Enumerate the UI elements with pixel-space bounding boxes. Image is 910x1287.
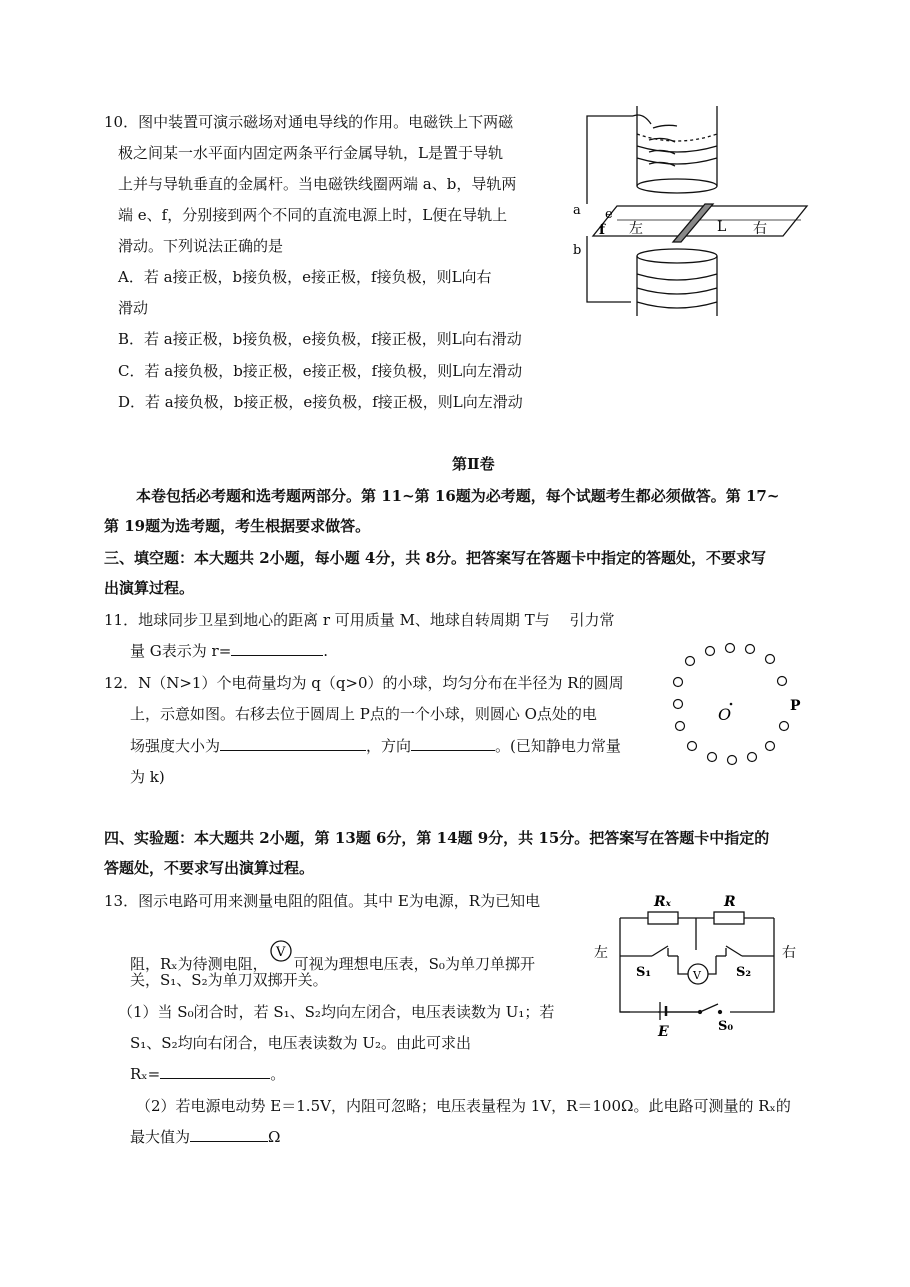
section2-intro-line-1: 本卷包括必考题和选考题两部分。第 11~第 16题为必考题，每个试题考生都必须做答。第 17~	[136, 487, 780, 505]
q12-magnitude-blank[interactable]	[220, 736, 366, 751]
q10-option-d: D．若 a接负极，b接正极，e接负极，f接正极，则L向左滑动	[118, 393, 523, 411]
q12-direction-blank[interactable]	[411, 736, 495, 751]
q13-part1-line-3	[130, 1064, 285, 1084]
q13-line-2a: 阻，Rₓ为待测电阻，	[130, 955, 268, 973]
q13-part2-label: 最大值为	[130, 1128, 191, 1146]
q10-option-c: C．若 a接负极，b接正极，e接正极，f接负极，则L向左滑动	[118, 362, 523, 380]
svg-text:V: V	[275, 945, 286, 960]
fig10-label-f: f	[599, 222, 606, 238]
circuit-label-r: R	[724, 894, 736, 910]
q11-line-2-text: 量 G表示为 r=	[130, 642, 232, 660]
q10-option-b: B．若 a接正极，b接负极，e接负极，f接正极，则L向右滑动	[118, 330, 522, 348]
q10-option-a-cont: 滑动	[118, 299, 149, 317]
charge	[728, 756, 737, 765]
circuit-label-s2: S₂	[736, 965, 752, 980]
q11-line-2	[130, 641, 328, 661]
q13-part2-line-1: （2）若电源电动势 E＝1.5V，内阻可忽略；电压表量程为 1V，R＝100Ω。此电路可测量的 Rₓ的	[136, 1097, 791, 1115]
q13-rx-label: Rₓ=	[130, 1065, 161, 1083]
measurement-circuit-figure	[590, 890, 810, 1040]
q10-stem-line-3: 上并与导轨垂直的金属杆。当电磁铁线圈两端 a、b，导轨两	[118, 175, 517, 193]
q10-stem-line-4: 端 e、f，分别接到两个不同的直流电源上时，L便在导轨上	[118, 206, 508, 224]
q11-answer-blank[interactable]	[231, 641, 323, 656]
q12-line-2: 上，示意如图。右移去位于圆周上 P点的一个小球，则圆心 O点处的电	[130, 705, 597, 723]
q12-line-3c: 。(已知静电力常量	[495, 737, 621, 755]
charge	[686, 657, 695, 666]
circuit-label-right: 右	[782, 945, 796, 961]
q13-part2-unit: Ω	[268, 1128, 281, 1146]
q10-option-a: A．若 a接正极，b接负极，e接正极，f接负极，则L向右	[118, 268, 492, 286]
q12-line-4: 为 k)	[130, 768, 165, 786]
center-label-O: O	[718, 705, 732, 724]
point-label-P: P	[790, 698, 801, 714]
electromagnet-rail-figure	[565, 106, 825, 316]
circuit-label-left: 左	[594, 945, 608, 961]
charge	[726, 644, 735, 653]
q13-part1-end: 。	[270, 1065, 286, 1083]
fig10-label-L: L	[717, 219, 727, 235]
section2-intro-line-2: 第 19题为选考题，考生根据要求做答。	[104, 517, 371, 535]
q10-stem-line-2: 极之间某一水平面内固定两条平行金属导轨，L是置于导轨	[118, 144, 503, 162]
fig10-label-e: e	[605, 207, 613, 222]
section2-title: 第Ⅱ卷	[452, 455, 495, 473]
q12-line-3a: 场强度大小为	[130, 737, 221, 755]
q12-line-1: 12．N（N>1）个电荷量均为 q（q>0）的小球，均匀分布在半径为 R的圆周	[104, 674, 624, 692]
resistor-rx	[648, 912, 678, 924]
charge	[746, 645, 755, 654]
circuit-label-rx: Rₓ	[654, 894, 671, 910]
charge	[778, 677, 787, 686]
q13-part1-line-2: S₁、S₂均向右闭合，电压表读数为 U₂。由此可求出	[130, 1034, 472, 1052]
q13-part1-line-1: （1）当 S₀闭合时，若 S₁、S₂均向左闭合，电压表读数为 U₁；若	[118, 1003, 555, 1021]
charge	[706, 647, 715, 656]
circuit-label-v: V	[693, 969, 701, 982]
fig10-label-left: 左	[629, 221, 643, 237]
charge	[748, 753, 757, 762]
q11-line-2-end: .	[323, 642, 329, 660]
q12-line-3b: ，方向	[366, 737, 412, 755]
fig10-label-right: 右	[753, 221, 767, 237]
fig10-label-b: b	[573, 243, 582, 258]
charge	[708, 753, 717, 762]
part3-heading-line-2: 出演算过程。	[104, 579, 195, 597]
q12-line-3	[130, 736, 621, 756]
charge	[674, 700, 683, 709]
q13-max-rx-blank[interactable]	[190, 1127, 268, 1142]
q10-stem-line-1: 10．图中装置可演示磁场对通电导线的作用。电磁铁上下两磁	[104, 113, 514, 131]
charge-ring-figure	[660, 640, 810, 772]
circuit-label-s0: S₀	[718, 1019, 734, 1034]
q10-stem-line-5: 滑动。下列说法正确的是	[118, 237, 284, 255]
q11-line-1: 11．地球同步卫星到地心的距离 r 可用质量 M、地球自转周期 T与 引力常	[104, 611, 615, 629]
fig10-label-a: a	[573, 203, 581, 218]
part4-heading-line-1: 四、实验题：本大题共 2小题，第 13题 6分，第 14题 9分，共 15分。把答案写在答题卡中指定的	[104, 829, 770, 847]
q13-rx-blank[interactable]	[160, 1064, 270, 1079]
charge	[688, 742, 697, 751]
q13-part2-line-2	[130, 1127, 280, 1147]
circuit-label-e: E	[658, 1024, 669, 1040]
q13-line-1: 13．图示电路可用来测量电阻的阻值。其中 E为电源，R为已知电	[104, 892, 541, 910]
q13-line-3: 关，S₁、S₂为单刀双掷开关。	[130, 971, 328, 989]
charge	[766, 742, 775, 751]
part3-heading-line-1: 三、填空题：本大题共 2小题，每小题 4分，共 8分。把答案写在答题卡中指定的答题处，不要求写	[104, 549, 766, 567]
voltmeter-icon	[268, 939, 294, 963]
q13-line-2	[130, 939, 535, 974]
q13-line-2b: 可视为理想电压表，S₀为单刀单掷开	[293, 955, 535, 973]
charge	[674, 678, 683, 687]
charge	[676, 722, 685, 731]
resistor-r	[714, 912, 744, 924]
charge	[766, 655, 775, 664]
charge	[780, 722, 789, 731]
circuit-label-s1: S₁	[636, 965, 652, 980]
part4-heading-line-2: 答题处，不要求写出演算过程。	[104, 859, 315, 877]
